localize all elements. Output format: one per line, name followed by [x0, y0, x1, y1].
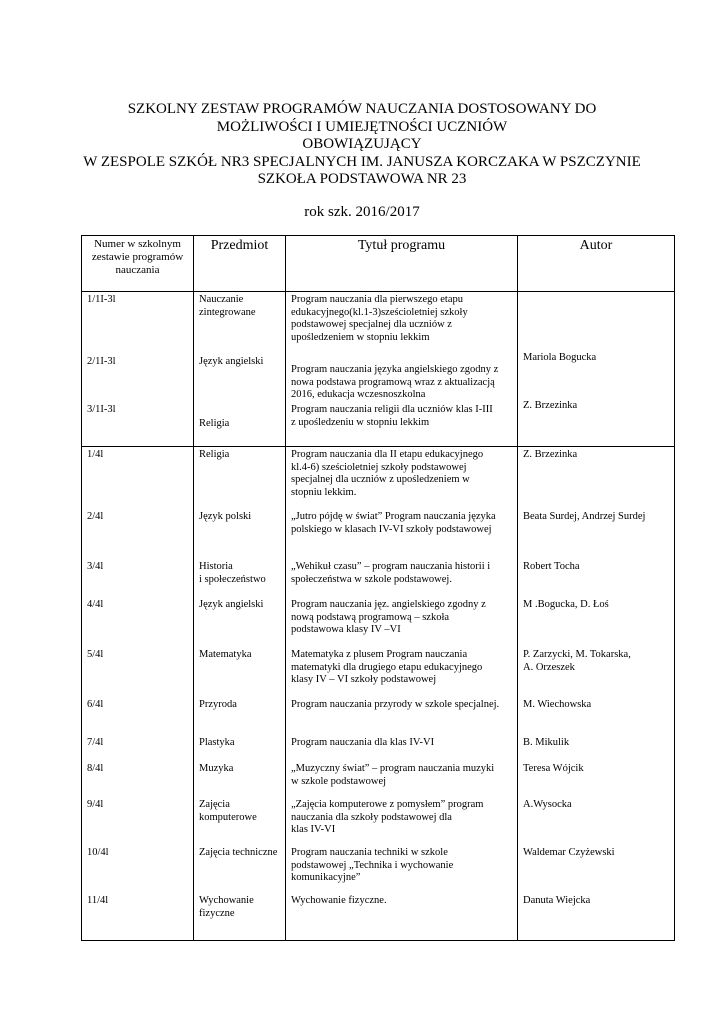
- number-text: 2/1I-3l: [87, 356, 116, 367]
- subject-text: zintegrowane: [199, 306, 256, 318]
- subject-entry: [199, 847, 280, 860]
- program-text: „Zajęcia komputerowe z pomysłem” program: [291, 799, 484, 810]
- subject-entry: [199, 599, 280, 612]
- author-text: Danuta Wiejcka: [523, 895, 591, 906]
- program-text: stopniu lekkim.: [291, 486, 357, 498]
- program-text: upośledzeniem w stopniu lekkim: [291, 331, 430, 343]
- number-entry: [87, 895, 188, 908]
- number-entry: [87, 599, 188, 612]
- subject-text: Język polski: [199, 511, 252, 522]
- author-text: A. Orzeszek: [523, 661, 575, 673]
- subject-text: Matematyka: [199, 649, 252, 660]
- program-text: nową podstawą programową – szkoła: [291, 611, 450, 623]
- program-entry: [291, 763, 512, 788]
- subject-text: Muzyka: [199, 763, 234, 774]
- document-title: [0, 101, 724, 189]
- number-entry: [87, 561, 188, 574]
- program-text: Program nauczania jęz. angielskiego zgodny z: [291, 599, 486, 610]
- title-line: MOŻLIWOŚCI I UMIEJĘTNOŚCI UCZNIÓW: [216, 118, 508, 135]
- program-text: Wychowanie fizyczne.: [291, 895, 387, 906]
- subject-entry: [199, 649, 280, 662]
- subject-entry: [199, 356, 280, 369]
- program-entry: [291, 404, 512, 429]
- number-entry: [87, 649, 188, 662]
- subject-text: Historia: [199, 561, 233, 572]
- author-entry: [523, 847, 669, 860]
- number-entry: [87, 294, 188, 307]
- group2-program-cell: [286, 447, 518, 941]
- title-line: SZKOŁA PODSTAWOWA NR 23: [257, 171, 467, 187]
- program-text: polskiego w klasach IV-VI szkoły podstawowej: [291, 523, 492, 535]
- author-entry: [523, 799, 669, 812]
- author-entry: [523, 561, 669, 574]
- program-text: edukacyjnego(kl.1-3)sześcioletniej szkoły: [291, 306, 468, 318]
- author-text: B. Mikulik: [523, 737, 570, 748]
- group1-author-cell: [518, 292, 675, 447]
- author-text: Teresa Wójcik: [523, 763, 584, 774]
- header-program: Tytuł programu: [286, 236, 518, 292]
- author-entry: [523, 400, 669, 413]
- program-entry: [291, 649, 512, 687]
- author-entry: [523, 763, 669, 776]
- programs-table: [81, 235, 675, 941]
- author-entry: [523, 649, 669, 674]
- header-subject: Przedmiot: [194, 236, 286, 292]
- group2-author-cell: [518, 447, 675, 941]
- number-text: 3/1I-3l: [87, 404, 116, 415]
- school-year: rok szk. 2016/2017: [304, 204, 420, 220]
- program-entry: [291, 895, 512, 908]
- program-text: 2016, edukacja wczesnoszkolna: [291, 389, 426, 400]
- author-text: A.Wysocka: [523, 799, 572, 810]
- subject-entry: [199, 895, 280, 920]
- group2-number-cell: [82, 447, 194, 941]
- subject-entry: [199, 763, 280, 776]
- number-entry: [87, 449, 188, 462]
- program-text: Matematyka z plusem Program nauczania: [291, 649, 468, 660]
- subject-entry: [199, 294, 280, 319]
- subject-text: Religia: [199, 449, 230, 460]
- program-entry: [291, 599, 512, 637]
- subject-entry: [199, 737, 280, 750]
- subject-text: i społeczeństwo: [199, 573, 266, 585]
- subject-text: Zajęcia techniczne: [199, 847, 278, 858]
- number-entry: [87, 511, 188, 524]
- author-entry: [523, 737, 669, 750]
- subject-text: komputerowe: [199, 811, 257, 823]
- program-text: w szkole podstawowej: [291, 775, 387, 787]
- program-text: Program nauczania dla pierwszego etapu: [291, 294, 464, 305]
- number-text: 1/1I-3l: [87, 294, 116, 305]
- program-text: Program nauczania dla klas IV-VI: [291, 737, 435, 748]
- subject-entry: [199, 449, 280, 462]
- number-text: 1/4l: [87, 449, 104, 460]
- group1-number-cell: [82, 292, 194, 447]
- program-text: specjalnej dla uczniów z upośledzeniem w: [291, 474, 470, 485]
- number-entry: [87, 847, 188, 860]
- number-entry: [87, 404, 188, 417]
- group1-subject-cell: [194, 292, 286, 447]
- subject-text: Język angielski: [199, 356, 264, 367]
- program-text: nowa podstawa programową wraz z aktualizacją: [291, 376, 495, 388]
- program-text: Program nauczania techniki w szkole: [291, 847, 448, 858]
- subject-text: fizyczne: [199, 907, 235, 919]
- program-entry: [291, 799, 512, 837]
- program-text: „Muzyczny świat” – program nauczania muzyki: [291, 763, 495, 774]
- number-text: 4/4l: [87, 599, 104, 610]
- author-text: Z. Brzezinka: [523, 449, 578, 460]
- title-line: OBOWIĄZUJĄCY: [302, 136, 422, 152]
- number-text: 6/4l: [87, 699, 104, 710]
- program-entry: [291, 511, 512, 536]
- subject-text: Przyroda: [199, 699, 237, 710]
- author-entry: [523, 895, 669, 908]
- author-text: Beata Surdej, Andrzej Surdej: [523, 511, 646, 522]
- number-entry: [87, 356, 188, 369]
- author-text: Robert Tocha: [523, 561, 580, 572]
- table-header-row: [82, 236, 675, 292]
- program-entry: [291, 737, 512, 750]
- group2-subject-cell: [194, 447, 286, 941]
- author-text: Mariola Bogucka: [523, 352, 597, 363]
- group1-program-cell: [286, 292, 518, 447]
- number-text: 7/4l: [87, 737, 104, 748]
- program-text: Program nauczania przyrody w szkole specjalnej.: [291, 699, 500, 710]
- program-text: społeczeństwa w szkole podstawowej.: [291, 573, 452, 585]
- program-entry: [291, 294, 512, 344]
- program-text: Program nauczania języka angielskiego zgodny z: [291, 364, 499, 375]
- program-text: podstawowej „Technika i wychowanie: [291, 859, 454, 871]
- program-text: Program nauczania dla II etapu edukacyjnego: [291, 449, 484, 460]
- program-text: matematyki dla drugiego etapu edukacyjnego: [291, 661, 483, 673]
- program-text: nauczania dla szkoły podstawowej dla: [291, 811, 452, 823]
- author-text: P. Zarzycki, M. Tokarska,: [523, 649, 631, 660]
- subject-text: Plastyka: [199, 737, 235, 748]
- author-text: Waldemar Czyżewski: [523, 847, 615, 858]
- number-text: 5/4l: [87, 649, 104, 660]
- subject-entry: [199, 418, 280, 431]
- program-text: klasy IV – VI szkoły podstawowej: [291, 674, 437, 685]
- number-entry: [87, 737, 188, 750]
- program-text: Program nauczania religii dla uczniów klas I-III: [291, 404, 493, 415]
- author-text: M .Bogucka, D. Łoś: [523, 599, 609, 610]
- title-line: W ZESPOLE SZKÓŁ NR3 SPECJALNYCH IM. JANUSZA KORCZAKA W PSZCZYNIE: [83, 153, 641, 170]
- number-text: 11/4l: [87, 895, 109, 906]
- program-text: klas IV-VI: [291, 824, 336, 835]
- program-text: komunikacyjne”: [291, 872, 361, 883]
- author-entry: [523, 511, 669, 524]
- program-text: „Wehikuł czasu” – program nauczania historii i: [291, 561, 491, 572]
- header-number: Numer w szkolnym zestawie programów nauczania: [82, 236, 194, 292]
- author-entry: [523, 599, 669, 612]
- subject-text: Język angielski: [199, 599, 264, 610]
- author-entry: [523, 449, 669, 462]
- subject-text: Wychowanie: [199, 895, 254, 906]
- header-author: Autor: [518, 236, 675, 292]
- number-entry: [87, 699, 188, 712]
- number-entry: [87, 799, 188, 812]
- subject-entry: [199, 561, 280, 586]
- program-entry: [291, 699, 512, 712]
- title-line: SZKOLNY ZESTAW PROGRAMÓW NAUCZANIA DOSTOSOWANY DO: [127, 101, 597, 117]
- program-text: „Jutro pójdę w świat” Program nauczania języka: [291, 511, 496, 522]
- number-text: 8/4l: [87, 763, 104, 774]
- subject-entry: [199, 511, 280, 524]
- subject-text: Nauczanie: [199, 294, 244, 305]
- program-text: podstawowej specjalnej dla uczniów z: [291, 319, 452, 330]
- program-entry: [291, 449, 512, 499]
- number-text: 2/4l: [87, 511, 104, 522]
- program-entry: [291, 847, 512, 885]
- table-row-group-2: [82, 447, 675, 941]
- author-entry: [523, 699, 669, 712]
- number-text: 10/4l: [87, 847, 109, 858]
- subject-text: Zajęcia: [199, 799, 230, 810]
- subject-entry: [199, 799, 280, 824]
- number-text: 9/4l: [87, 799, 104, 810]
- author-text: M. Wiechowska: [523, 699, 592, 710]
- author-text: Z. Brzezinka: [523, 400, 578, 411]
- table-row-group-1: [82, 292, 675, 447]
- subject-entry: [199, 699, 280, 712]
- program-text: podstawowa klasy IV –VI: [291, 624, 401, 635]
- program-text: z upośledzeniu w stopniu lekkim: [291, 416, 430, 428]
- author-entry: [523, 352, 669, 365]
- program-entry: [291, 561, 512, 586]
- subject-text: Religia: [199, 418, 230, 429]
- number-text: 3/4l: [87, 561, 104, 572]
- program-entry: [291, 364, 512, 402]
- number-entry: [87, 763, 188, 776]
- program-text: kl.4-6) sześcioletniej szkoły podstawowej: [291, 461, 467, 473]
